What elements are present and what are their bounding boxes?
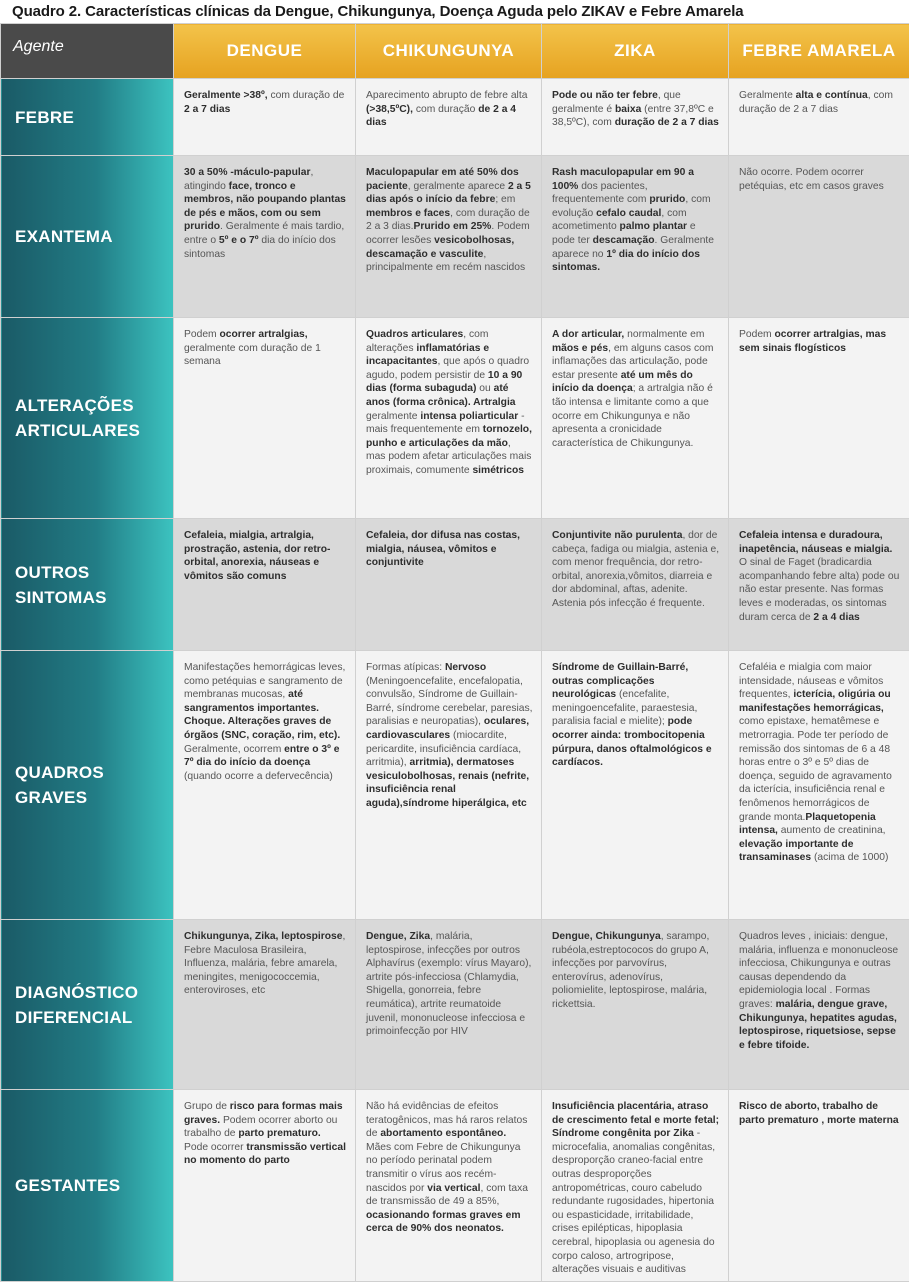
table-cell [542, 318, 729, 519]
bold-text-run: Síndrome de Guillain-Barré, outras complicações neurológicas [552, 662, 688, 700]
text-run: Pode ocorrer [184, 1142, 246, 1153]
text-run: (acima de 1000) [811, 852, 888, 863]
text-run: , Febre Maculosa Brasileira, Influenza, malária, febre amarela, meningites, menigococcemia, enteroviroses, etc [184, 931, 345, 996]
row-header: ALTERAÇÕES ARTICULARES [1, 318, 174, 519]
text-run: ; em [495, 194, 515, 205]
bold-text-run: 30 a 50% -máculo-papular [184, 167, 310, 178]
text-run: , que após o quadro agudo, podem persistir de [366, 356, 529, 381]
bold-text-run: ocorrer artralgias, mas sem sinais flogísticos [739, 329, 886, 354]
text-run: Geralmente, ocorrem [184, 744, 284, 755]
text-run: como epistaxe, hematêmese e metrorragia. Pode ter período de remissão dos sintomas de 6 a 48 horas entre o 3º e 5º dias de doença, seguido de agravamento da icterícia, insuficiência renal e fenômenos hemorrágicos de grande monta. [739, 716, 892, 822]
table-row [1, 1090, 909, 1282]
text-run: (encefalite, meningoencefalite, paraestesia, paralisia facial e mielite); [552, 689, 697, 727]
bold-text-run: A dor articular, [552, 329, 624, 340]
text-run: Mães com Febre de Chikungunya no período perinatal podem transmitir o vírus aos recém-nascidos por [366, 1142, 521, 1194]
text-run: - microcefalia, anomalias congênitas, desproporção craneo-facial entre outras desproporções antropométricas, couro cabeludo redundante rugosidades, hipertonia ou espasticidade, irritabilidade, crises epilépticas, hipoplasia cerebral, hipoplasia ou agenesia do corpo caloso, artrogripose, alterações visuais e auditivas [552, 1128, 715, 1275]
bold-text-run: face, tronco e membros, não poupando plantas de pés e mãos, com ou sem prurido [184, 181, 346, 233]
bold-text-run: 1º dia do início dos sintomas. [552, 249, 700, 274]
bold-text-run: 10 a 90 dias (forma subaguda) [366, 370, 522, 395]
text-run: , com duração de 2 a 3 dias. [366, 208, 530, 233]
bold-text-run: Maculopapular em até 50% dos paciente [366, 167, 519, 192]
table-cell [174, 920, 356, 1090]
bold-text-run: vesicobolhosas, descamação e vasculite [366, 235, 514, 260]
text-run: Podem ocorrer aborto ou trabalho de [184, 1115, 337, 1140]
bold-text-run: Rash maculopapular em 90 a 100% [552, 167, 694, 192]
bold-text-run: (>38,5ºC), [366, 104, 413, 115]
bold-text-run: Conjuntivite não purulenta [552, 530, 682, 541]
table-cell [729, 318, 909, 519]
text-run: , malária, leptospirose, infecções por outros Alphavírus (exemplo: vírus Mayaro), artrite pós-infecciosa (Chlamydia, Shigella, gonorreia, febre reumática), artrite reumatoide juvenil, mononucleose infecciosa e primoinfecção por HIV [366, 931, 531, 1037]
header-agent: Agente [1, 24, 174, 79]
text-run: ; a artralgia não é tão intensa e limitante como a que ocorre em Chikungunya e não apresenta a cronicidade característica de Chikungunya. [552, 383, 713, 448]
text-run: , com evolução [552, 194, 711, 219]
text-run: com duração de [268, 90, 345, 101]
bold-text-run: oculares, cardiovasculares [366, 716, 529, 741]
header-febre-amarela: FEBRE AMARELA [729, 24, 909, 79]
bold-text-run: Prurido em 25% [414, 221, 492, 232]
text-run: , dor de cabeça, fadiga ou mialgia, astenia e, com menor frequência, dor retro-orbital, anorexia,vômitos, diarreia e dor abdominal, aftas, adenite. Astenia pós infecção é frequente. [552, 530, 719, 609]
table-cell [729, 79, 909, 156]
table-cell [542, 920, 729, 1090]
bold-text-run: duração de 2 a 7 dias [615, 117, 719, 128]
bold-text-run: descamação [593, 235, 655, 246]
table-cell [729, 519, 909, 651]
text-run: O sinal de Faget (bradicardia acompanhando febre alta) pode ou não estar presente. Nas formas leves e moderadas, os sintomas duram cerca de [739, 557, 899, 622]
table-cell [356, 79, 542, 156]
bold-text-run: Quadros articulares [366, 329, 463, 340]
bold-text-run: risco para formas mais graves. [184, 1101, 343, 1126]
table-cell [729, 1090, 909, 1282]
bold-text-run: tornozelo, punho e articulações da mão [366, 424, 532, 449]
bold-text-run: transmissão vertical no momento do parto [184, 1142, 346, 1167]
bold-text-run: até um mês do início da doença [552, 370, 693, 395]
text-run: ou [476, 383, 493, 394]
table-cell [356, 318, 542, 519]
table-cell [356, 1090, 542, 1282]
text-run: , em alguns casos com inflamações das articulação, pode estar presente [552, 343, 713, 381]
text-run: Quadros leves , iniciais: dengue, malária, influenza e mononucleose infecciosa, Chikungunya e outras causas dependendo da epidemiologia local . Formas graves: [739, 931, 898, 1010]
text-run: geralmente com duração de 1 semana [184, 343, 321, 368]
table-cell [174, 79, 356, 156]
text-run: Grupo de [184, 1101, 230, 1112]
bold-text-run: alta e contínua [796, 90, 868, 101]
table-row [1, 651, 909, 920]
clinical-characteristics-table [0, 23, 909, 1282]
text-run: Não ocorre. Podem ocorrer petéquias, etc em casos graves [739, 167, 884, 192]
text-run: , que geralmente é [552, 90, 681, 115]
text-run: Não há evidências de efeitos teratogênicos, mas há raros relatos de [366, 1101, 527, 1139]
table-cell [174, 651, 356, 920]
bold-text-run: mãos e pés [552, 343, 608, 354]
table-cell [356, 920, 542, 1090]
bold-text-run: elevação importante de transaminases [739, 839, 853, 864]
table-cell [729, 156, 909, 318]
bold-text-run: Dengue, Chikungunya [552, 931, 661, 942]
text-run: dos pacientes, frequentemente com [552, 181, 649, 206]
text-run: normalmente em [624, 329, 704, 340]
bold-text-run: Insuficiência placentária, atraso de crescimento fetal e morte fetal; Síndrome congênita por Zika [552, 1101, 719, 1139]
bold-text-run: Nervoso [445, 662, 486, 673]
table-cell [542, 79, 729, 156]
bold-text-run: pode ocorrer ainda: trombocitopenia púrpura, danos oftalmológicos e cardíacos. [552, 716, 712, 768]
bold-text-run: 2 a 7 dias [184, 104, 230, 115]
text-run: (quando ocorre a defervecência) [184, 771, 333, 782]
header-chikungunya: CHIKUNGUNYA [356, 24, 542, 79]
table-row [1, 519, 909, 651]
text-run: (Meningoencefalite, encefalopatia, convulsão, Síndrome de Guillain-Barré, síndrome cerebelar, paresias, paralisias e neuropatias), [366, 676, 533, 728]
bold-text-run: Cefaleia intensa e duradoura, inapetência, náuseas e mialgia. [739, 530, 892, 555]
text-run: , geralmente aparece [408, 181, 508, 192]
text-run: , mas podem afetar articulações mais proximais, comumente [366, 438, 531, 476]
text-run: Formas atípicas: [366, 662, 445, 673]
bold-text-run: Pode ou não ter febre [552, 90, 658, 101]
bold-text-run: via vertical [427, 1183, 480, 1194]
text-run: Aparecimento abrupto de febre alta [366, 90, 527, 101]
table-cell [174, 318, 356, 519]
bold-text-run: intensa poliarticular [420, 411, 518, 422]
bold-text-run: entre o 3º e 7º dia do início da doença [184, 744, 339, 769]
table-cell [174, 519, 356, 651]
table-cell [356, 519, 542, 651]
bold-text-run: prurido [649, 194, 685, 205]
table-cell [729, 651, 909, 920]
row-header: QUADROS GRAVES [1, 651, 174, 920]
bold-text-run: arritmia), dermatoses vesiculobolhosas, renais (nefrite, insuficiência renal aguda),síndrome hiperálgica, etc [366, 757, 529, 809]
bold-text-run: abortamento espontâneo. [380, 1128, 506, 1139]
bold-text-run: Chikungunya, Zika, leptospirose [184, 931, 343, 942]
table-row [1, 156, 909, 318]
text-run: , principalmente em recém nascidos [366, 249, 525, 274]
text-run: Cefaléia e mialgia com maior intensidade, náuseas e vômitos frequentes, [739, 662, 883, 700]
bold-text-run: ocorrer artralgias, [220, 329, 308, 340]
bold-text-run: até anos (forma crônica). Artralgia [366, 383, 516, 408]
row-header: EXANTEMA [1, 156, 174, 318]
table-cell [174, 1090, 356, 1282]
table-row [1, 79, 909, 156]
text-run: , sarampo, rubéola,estreptococos do grupo A, infecções por parvovírus, enterovírus, adenovírus, poliomielite, leptospirose, malária, rickettsia. [552, 931, 709, 1010]
header-row [1, 24, 909, 79]
bold-text-run: Cefaleia, mialgia, artralgia, prostração, astenia, dor retro-orbital, anorexia, náuseas e vômitos são comuns [184, 530, 330, 582]
text-run: , com alterações [366, 329, 488, 354]
bold-text-run: Plaquetopenia intensa, [739, 812, 876, 837]
bold-text-run: ocasionando formas graves em cerca de 90% dos neonatos. [366, 1210, 521, 1235]
text-run: - mais frequentemente em [366, 411, 525, 436]
bold-text-run: 5º e o 7º [219, 235, 259, 246]
bold-text-run: 2 a 5 dias após o início da febre [366, 181, 531, 206]
bold-text-run: inflamatórias e incapacitantes [366, 343, 489, 368]
header-dengue: DENGUE [174, 24, 356, 79]
text-run: e pode ter [552, 221, 696, 246]
table-row [1, 920, 909, 1090]
text-run: aumento de creatinina, [778, 825, 886, 836]
text-run: Geralmente [739, 90, 796, 101]
bold-text-run: Cefaleia, dor difusa nas costas, mialgia, náusea, vômitos e conjuntivite [366, 530, 520, 568]
text-run: Podem [184, 329, 220, 340]
bold-text-run: Geralmente >38º, [184, 90, 268, 101]
table-cell [174, 156, 356, 318]
text-run: , atingindo [184, 167, 313, 192]
table-row [1, 318, 909, 519]
bold-text-run: de 2 a 4 dias [366, 104, 516, 129]
text-run: Manifestações hemorrágicas leves, como petéquias e sangramento de membranas mucosas, [184, 662, 345, 700]
bold-text-run: icterícia, oligúria ou manifestações hemorrágicas, [739, 689, 891, 714]
bold-text-run: parto prematuro. [238, 1128, 320, 1139]
text-run: geralmente [366, 411, 420, 422]
text-run: com duração [413, 104, 478, 115]
page-title: Quadro 2. Características clínicas da Dengue, Chikungunya, Doença Aguda pelo ZIKAV e Febre Amarela [12, 3, 744, 20]
table-cell [542, 519, 729, 651]
bold-text-run: membros e faces [366, 208, 450, 219]
text-run: . Geralmente aparece no [552, 235, 714, 260]
text-run: (entre 37,8ºC e 38,5ºC), com [552, 104, 714, 129]
row-header: OUTROS SINTOMAS [1, 519, 174, 651]
bold-text-run: malária, dengue grave, Chikungunya, hepatites agudas, leptospirose, riquetsiose, sepse e febre tifoide. [739, 999, 897, 1051]
text-run: , com acometimento [552, 208, 687, 233]
text-run: Podem [739, 329, 775, 340]
text-run: , com taxa de transmissão de 49 a 85%, [366, 1183, 528, 1208]
table-cell [356, 651, 542, 920]
table-cell [729, 920, 909, 1090]
bold-text-run: 2 a 4 dias [813, 612, 859, 623]
table-cell [542, 156, 729, 318]
row-header: GESTANTES [1, 1090, 174, 1282]
text-run: dia do início dos sintomas [184, 235, 336, 260]
row-header: FEBRE [1, 79, 174, 156]
text-run: (miocardite, pericardite, insuficiência cardíaca, arritmia), [366, 730, 521, 768]
header-zika: ZIKA [542, 24, 729, 79]
bold-text-run: cefalo caudal [596, 208, 661, 219]
bold-text-run: até sangramentos importantes. Choque. Alterações graves de órgãos (SNC, coração, rim, etc). [184, 689, 340, 741]
text-run: , com duração de 2 a 7 dias [739, 90, 893, 115]
bold-text-run: Risco de aborto, trabalho de parto prematuro , morte materna [739, 1101, 899, 1126]
table-cell [356, 156, 542, 318]
bold-text-run: baixa [615, 104, 641, 115]
bold-text-run: Dengue, Zika [366, 931, 430, 942]
row-header: DIAGNÓSTICO DIFERENCIAL [1, 920, 174, 1090]
table-cell [542, 1090, 729, 1282]
bold-text-run: simétricos [472, 465, 524, 476]
table-cell [542, 651, 729, 920]
text-run: . Podem ocorrer lesões [366, 221, 530, 246]
bold-text-run: palmo plantar [620, 221, 688, 232]
text-run: . Geralmente é mais tardio, entre o [184, 221, 344, 246]
